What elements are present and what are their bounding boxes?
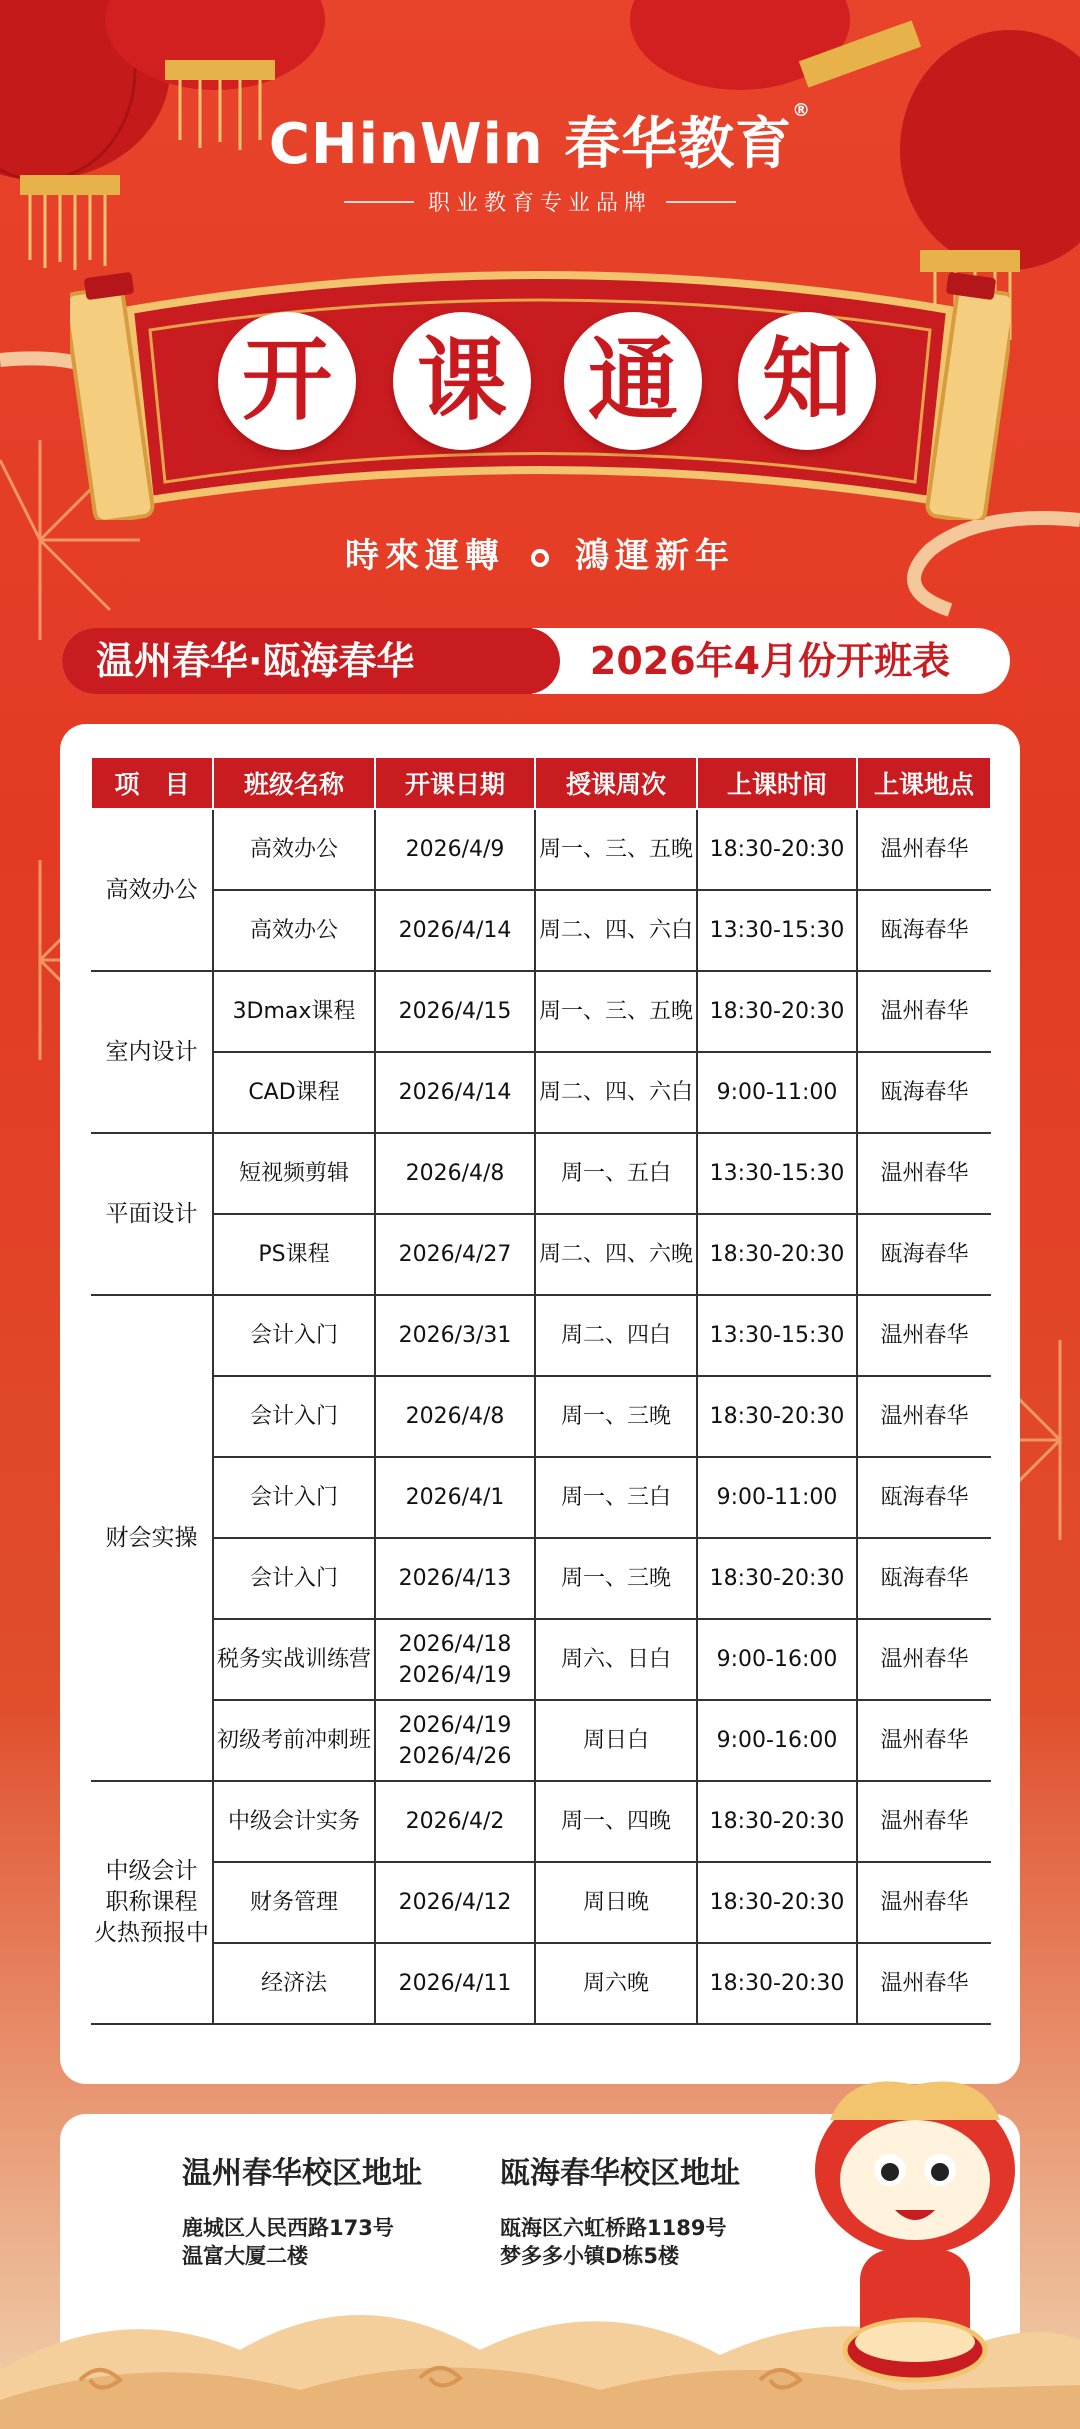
tagline-text: 职业教育专业品牌	[427, 191, 652, 216]
cell-line: 2026/4/19	[398, 1712, 512, 1738]
place-cell: 温州春华	[857, 1133, 991, 1214]
time-cell: 9:00-11:00	[697, 1457, 857, 1538]
brand-latin: CHinWin	[268, 112, 544, 177]
cell-line: 3Dmax课程	[232, 999, 356, 1024]
class-name-cell	[213, 1943, 375, 2024]
table-row	[91, 890, 991, 971]
cell-line: CAD课程	[248, 1080, 340, 1105]
start-date-cell	[375, 1862, 535, 1943]
table-header	[91, 757, 991, 809]
start-date-cell	[375, 1781, 535, 1862]
table-row	[91, 809, 991, 890]
tagline-rule-left	[344, 201, 414, 203]
slogan	[0, 528, 1080, 577]
cell-line: 2026/4/8	[405, 1161, 505, 1186]
class-name-cell	[213, 1376, 375, 1457]
registered-mark: ®	[792, 100, 812, 121]
place-cell: 瓯海春华	[857, 890, 991, 971]
cell-line: 高效办公	[249, 837, 338, 862]
cell-line: 税务实战训练营	[216, 1647, 371, 1672]
cell-line: 会计入门	[249, 1404, 338, 1429]
place-cell: 温州春华	[857, 971, 991, 1052]
time-cell: 18:30-20:30	[697, 1538, 857, 1619]
table-row	[91, 1295, 991, 1376]
time-cell: 18:30-20:30	[697, 971, 857, 1052]
weekdays-cell: 周二、四白	[535, 1295, 697, 1376]
time-cell: 13:30-15:30	[697, 1133, 857, 1214]
weekdays-cell: 周一、三白	[535, 1457, 697, 1538]
cell-line: 会计入门	[249, 1485, 338, 1510]
weekdays-cell: 周一、三晚	[535, 1376, 697, 1457]
cell-line: 短视频剪辑	[238, 1161, 349, 1186]
weekdays-cell: 周六、日白	[535, 1619, 697, 1700]
title-char-2: 课	[393, 312, 531, 450]
category-cell	[91, 971, 213, 1133]
table-row	[91, 1376, 991, 1457]
weekdays-cell: 周二、四、六白	[535, 890, 697, 971]
class-name-cell	[213, 1700, 375, 1781]
slogan-right: 鴻運新年	[575, 536, 735, 576]
cell-line: 2026/4/15	[398, 999, 512, 1024]
start-date-cell	[375, 1214, 535, 1295]
weekdays-cell: 周日晚	[535, 1862, 697, 1943]
cell-line: 室内设计	[105, 1038, 198, 1065]
cell-line: 会计入门	[249, 1323, 338, 1348]
slogan-dot-icon	[531, 549, 549, 567]
table-row	[91, 1700, 991, 1781]
cell-line: 2026/4/26	[398, 1743, 512, 1769]
cell-line: PS课程	[258, 1242, 330, 1267]
column-header: 上课时间	[697, 757, 857, 809]
cell-line: 2026/4/2	[405, 1809, 505, 1834]
place-cell: 温州春华	[857, 1376, 991, 1457]
banner-campuses: 温州春华·瓯海春华	[62, 628, 532, 694]
cell-line: 2026/4/12	[398, 1890, 512, 1915]
table-header-row	[91, 757, 991, 809]
time-cell: 18:30-20:30	[697, 809, 857, 890]
table-row	[91, 1619, 991, 1700]
time-cell: 13:30-15:30	[697, 1295, 857, 1376]
column-header: 授课周次	[535, 757, 697, 809]
table-row	[91, 1781, 991, 1862]
start-date-cell	[375, 971, 535, 1052]
time-cell: 18:30-20:30	[697, 1862, 857, 1943]
category-cell	[91, 1133, 213, 1295]
class-name-cell	[213, 1052, 375, 1133]
cell-line: 2026/4/11	[398, 1971, 512, 1996]
place-cell: 温州春华	[857, 1943, 991, 2024]
class-name-cell	[213, 1133, 375, 1214]
cell-line: 2026/3/31	[398, 1323, 512, 1348]
cell-line: 中级会计实务	[227, 1809, 360, 1834]
time-cell: 9:00-11:00	[697, 1052, 857, 1133]
weekdays-cell: 周一、三、五晚	[535, 809, 697, 890]
cell-line: 高效办公	[249, 918, 338, 943]
address-title: 温州春华校区地址	[182, 2156, 422, 2191]
tagline-rule-right	[666, 201, 736, 203]
table-row	[91, 1133, 991, 1214]
cell-line: 2026/4/18	[398, 1631, 512, 1657]
category-cell	[91, 1781, 213, 2024]
start-date-cell	[375, 1052, 535, 1133]
start-date-cell	[375, 1133, 535, 1214]
address-ouhai	[500, 2148, 740, 2270]
address-line: 鹿城区人民西路173号	[182, 2216, 394, 2240]
cell-line: 中级会计	[105, 1858, 198, 1884]
place-cell: 温州春华	[857, 1700, 991, 1781]
cell-line: 初级考前冲刺班	[216, 1728, 371, 1753]
weekdays-cell: 周一、四晚	[535, 1781, 697, 1862]
start-date-cell	[375, 809, 535, 890]
address-line: 瓯海区六虹桥路1189号	[500, 2216, 727, 2240]
start-date-cell	[375, 1619, 535, 1700]
time-cell: 18:30-20:30	[697, 1214, 857, 1295]
brand-name	[0, 100, 1080, 180]
place-cell: 温州春华	[857, 1295, 991, 1376]
title-char-3: 通	[564, 312, 702, 450]
start-date-cell	[375, 1295, 535, 1376]
start-date-cell	[375, 1943, 535, 2024]
cell-line: 职称课程	[105, 1889, 198, 1915]
cell-line: 2026/4/8	[405, 1404, 505, 1429]
column-header: 班级名称	[213, 757, 375, 809]
column-header: 项 目	[91, 757, 213, 809]
time-cell: 18:30-20:30	[697, 1781, 857, 1862]
cell-line: 财会实操	[105, 1524, 198, 1551]
weekdays-cell: 周一、三、五晚	[535, 971, 697, 1052]
weekdays-cell: 周日白	[535, 1700, 697, 1781]
title-char-1: 开	[218, 312, 356, 450]
address-wenzhou	[182, 2148, 422, 2270]
table-row	[91, 971, 991, 1052]
weekdays-cell: 周六晚	[535, 1943, 697, 2024]
address-line: 温富大厦二楼	[182, 2244, 308, 2268]
class-name-cell	[213, 809, 375, 890]
start-date-cell	[375, 890, 535, 971]
table-row	[91, 1862, 991, 1943]
address-title: 瓯海春华校区地址	[500, 2156, 740, 2191]
cell-line: 会计入门	[249, 1566, 338, 1591]
place-cell: 瓯海春华	[857, 1214, 991, 1295]
class-name-cell	[213, 1295, 375, 1376]
column-header: 上课地点	[857, 757, 991, 809]
time-cell: 18:30-20:30	[697, 1943, 857, 2024]
start-date-cell	[375, 1376, 535, 1457]
class-name-cell	[213, 1862, 375, 1943]
weekdays-cell: 周一、五白	[535, 1133, 697, 1214]
table-row	[91, 1538, 991, 1619]
time-cell: 9:00-16:00	[697, 1619, 857, 1700]
class-name-cell	[213, 1457, 375, 1538]
column-header: 开课日期	[375, 757, 535, 809]
category-cell	[91, 809, 213, 971]
weekdays-cell: 周二、四、六晚	[535, 1214, 697, 1295]
slogan-left: 時來運轉	[345, 536, 505, 576]
cell-line: 财务管理	[249, 1890, 338, 1915]
place-cell: 温州春华	[857, 1862, 991, 1943]
start-date-cell	[375, 1457, 535, 1538]
class-name-cell	[213, 1214, 375, 1295]
cell-line: 2026/4/1	[405, 1485, 505, 1510]
class-name-cell	[213, 890, 375, 971]
place-cell: 瓯海春华	[857, 1457, 991, 1538]
class-name-cell	[213, 1538, 375, 1619]
cell-line: 2026/4/13	[398, 1566, 512, 1591]
start-date-cell	[375, 1538, 535, 1619]
cell-line: 2026/4/27	[398, 1242, 512, 1267]
address-line: 梦多多小镇D栋5楼	[500, 2244, 680, 2268]
place-cell: 瓯海春华	[857, 1052, 991, 1133]
cell-line: 平面设计	[105, 1200, 198, 1227]
weekdays-cell: 周一、三晚	[535, 1538, 697, 1619]
brand-tagline	[0, 186, 1080, 217]
class-name-cell	[213, 1619, 375, 1700]
time-cell: 13:30-15:30	[697, 890, 857, 971]
time-cell: 18:30-20:30	[697, 1376, 857, 1457]
category-cell	[91, 1295, 213, 1781]
class-name-cell	[213, 971, 375, 1052]
class-name-cell	[213, 1781, 375, 1862]
place-cell: 瓯海春华	[857, 1538, 991, 1619]
table-body	[91, 809, 991, 2024]
cell-line: 2026/4/14	[398, 1080, 512, 1105]
place-cell: 温州春华	[857, 1619, 991, 1700]
brand-logo	[0, 100, 1080, 217]
title-char-4: 知	[738, 312, 876, 450]
time-cell: 9:00-16:00	[697, 1700, 857, 1781]
start-date-cell	[375, 1700, 535, 1781]
schedule-table	[90, 756, 992, 2025]
place-cell: 温州春华	[857, 1781, 991, 1862]
cell-line: 高效办公	[105, 876, 198, 903]
table-row	[91, 1214, 991, 1295]
weekdays-cell: 周二、四、六白	[535, 1052, 697, 1133]
cell-line: 2026/4/9	[405, 837, 505, 862]
place-cell: 温州春华	[857, 809, 991, 890]
lion-mascot-icon	[790, 2060, 1030, 2420]
cell-line: 经济法	[260, 1971, 327, 1996]
table-row	[91, 1943, 991, 2024]
table-row	[91, 1052, 991, 1133]
cell-line: 火热预报中	[94, 1920, 209, 1946]
brand-chinese: 春华教育	[564, 112, 793, 177]
cell-line: 2026/4/14	[398, 918, 512, 943]
banner-table-title: 2026年4月份开班表	[589, 639, 951, 683]
cell-line: 2026/4/19	[398, 1662, 512, 1688]
table-row	[91, 1457, 991, 1538]
